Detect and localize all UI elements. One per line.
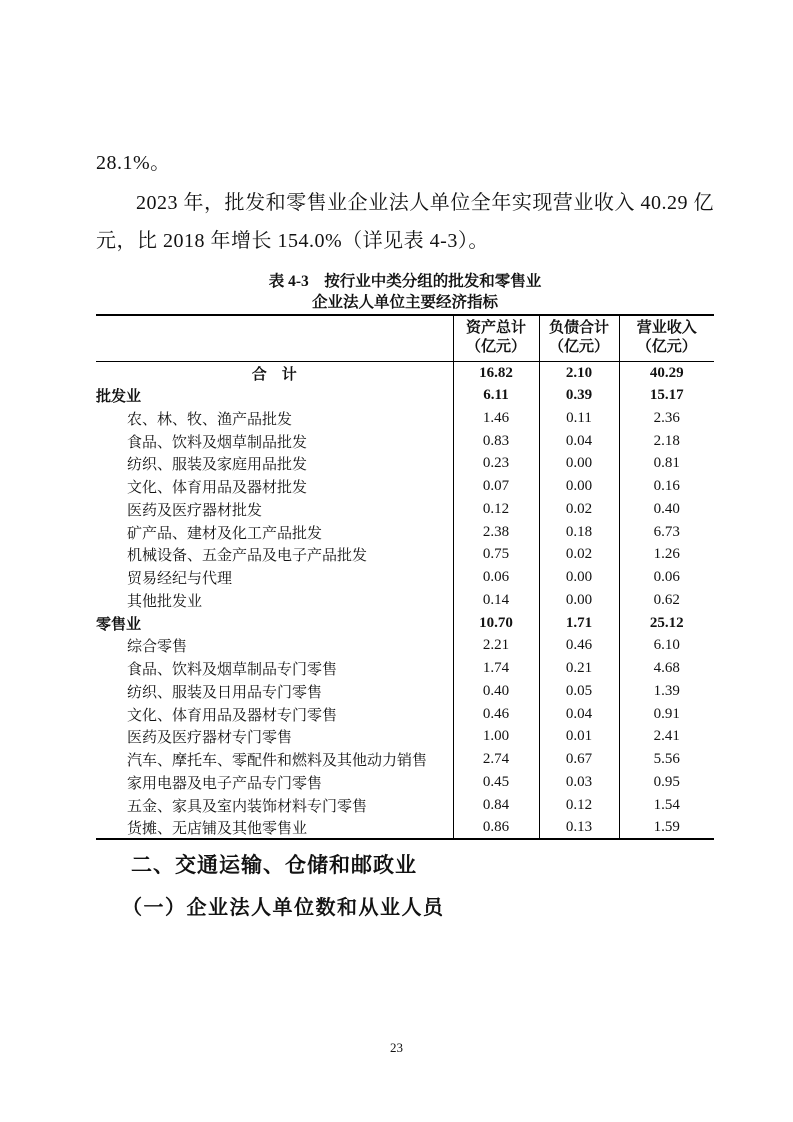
row-value: 0.00	[539, 589, 619, 612]
table-row	[96, 748, 714, 771]
row-value: 0.16	[619, 475, 714, 498]
table-body	[96, 362, 714, 840]
row-label: 医药及医疗器材批发	[127, 502, 263, 519]
row-value: 0.04	[539, 703, 619, 726]
table-row	[96, 566, 714, 589]
table-row	[96, 521, 714, 544]
row-value: 0.45	[453, 771, 539, 794]
row-label: 医药及医疗器材专门零售	[127, 730, 293, 747]
row-value: 0.46	[453, 703, 539, 726]
row-label: 贸易经纪与代理	[127, 571, 233, 588]
row-value: 2.74	[453, 748, 539, 771]
table-row	[96, 612, 714, 635]
table-header-row	[96, 315, 714, 362]
row-value: 1.54	[619, 794, 714, 817]
economic-indicators-table	[96, 314, 714, 840]
table-row	[96, 703, 714, 726]
row-value: 0.23	[453, 453, 539, 476]
row-value: 0.11	[539, 407, 619, 430]
column-header	[619, 315, 714, 362]
row-value: 0.00	[539, 453, 619, 476]
row-value: 4.68	[619, 657, 714, 680]
row-value: 2.38	[453, 521, 539, 544]
table-title-line1: 表 4-3 按行业中类分组的批发和零售业	[268, 273, 542, 290]
page-number: 23	[390, 1040, 403, 1055]
carryover-paragraph-text: 28.1%。	[96, 152, 171, 174]
row-value: 6.11	[453, 384, 539, 407]
row-value: 0.02	[539, 498, 619, 521]
row-value: 0.18	[539, 521, 619, 544]
column-header-unit: （亿元）	[636, 339, 697, 355]
row-value: 2.18	[619, 430, 714, 453]
row-value: 1.26	[619, 544, 714, 567]
subsection-heading: （一）企业法人单位数和从业人员	[122, 897, 445, 919]
row-value: 0.12	[453, 498, 539, 521]
row-label: 综合零售	[127, 639, 188, 656]
row-value: 0.39	[539, 384, 619, 407]
row-value: 0.46	[539, 635, 619, 658]
row-value: 1.39	[619, 680, 714, 703]
row-value: 0.06	[453, 566, 539, 589]
row-value: 1.59	[619, 817, 714, 840]
section-heading: 二、交通运输、仓储和邮政业	[131, 854, 417, 877]
column-header	[453, 315, 539, 362]
row-label: 汽车、摩托车、零配件和燃料及其他动力销售	[127, 753, 428, 770]
column-header	[539, 315, 619, 362]
row-value: 1.46	[453, 407, 539, 430]
table-row	[96, 817, 714, 840]
column-header-unit: （亿元）	[465, 339, 526, 355]
row-label: 合 计	[251, 366, 297, 383]
column-header-unit: （亿元）	[548, 339, 609, 355]
row-label: 零售业	[96, 616, 142, 633]
table-title-line2: 企业法人单位主要经济指标	[311, 294, 498, 311]
row-value: 0.83	[453, 430, 539, 453]
table-row	[96, 771, 714, 794]
row-value: 0.04	[539, 430, 619, 453]
row-value: 0.00	[539, 566, 619, 589]
row-value: 0.40	[619, 498, 714, 521]
row-value: 0.03	[539, 771, 619, 794]
row-label: 文化、体育用品及器材批发	[127, 480, 308, 497]
row-label: 货摊、无店铺及其他零售业	[127, 820, 308, 837]
row-value: 6.10	[619, 635, 714, 658]
row-value: 0.75	[453, 544, 539, 567]
row-value: 0.01	[539, 726, 619, 749]
row-value: 25.12	[619, 612, 714, 635]
row-value: 40.29	[619, 362, 714, 385]
row-value: 5.56	[619, 748, 714, 771]
row-value: 2.41	[619, 726, 714, 749]
table-row	[96, 726, 714, 749]
row-value: 0.95	[619, 771, 714, 794]
row-label: 五金、家具及室内装饰材料专门零售	[127, 798, 368, 815]
table-row	[96, 384, 714, 407]
row-label: 矿产品、建材及化工产品批发	[127, 525, 323, 542]
row-label: 机械设备、五金产品及电子产品批发	[127, 548, 368, 565]
row-label: 文化、体育用品及器材专门零售	[127, 707, 338, 724]
column-header-name: 营业收入	[636, 320, 697, 336]
row-value: 0.06	[619, 566, 714, 589]
row-label: 家用电器及电子产品专门零售	[127, 775, 323, 792]
row-value: 0.05	[539, 680, 619, 703]
row-value: 16.82	[453, 362, 539, 385]
row-value: 1.71	[539, 612, 619, 635]
row-value: 0.07	[453, 475, 539, 498]
table-row	[96, 362, 714, 385]
table-row	[96, 657, 714, 680]
table-row	[96, 498, 714, 521]
table-row	[96, 635, 714, 658]
row-value: 0.00	[539, 475, 619, 498]
table-row	[96, 794, 714, 817]
row-label: 纺织、服装及日用品专门零售	[127, 684, 323, 701]
row-value: 0.86	[453, 817, 539, 840]
row-value: 15.17	[619, 384, 714, 407]
row-value: 0.62	[619, 589, 714, 612]
row-value: 0.12	[539, 794, 619, 817]
row-value: 0.02	[539, 544, 619, 567]
table-row	[96, 430, 714, 453]
row-value: 0.91	[619, 703, 714, 726]
table-row	[96, 475, 714, 498]
row-value: 6.73	[619, 521, 714, 544]
column-header-name: 负债合计	[548, 320, 609, 336]
row-value: 1.00	[453, 726, 539, 749]
table-row	[96, 407, 714, 430]
intro-paragraph: 2023 年，批发和零售业企业法人单位全年实现营业收入 40.29 亿元，比 2018 年增长 154.0%（详见表 4-3）。	[96, 192, 714, 252]
row-value: 0.14	[453, 589, 539, 612]
row-label-column-header	[96, 315, 453, 362]
row-value: 2.10	[539, 362, 619, 385]
row-value: 0.67	[539, 748, 619, 771]
table-row	[96, 680, 714, 703]
row-label: 批发业	[96, 389, 142, 406]
row-label: 其他批发业	[127, 593, 203, 610]
column-header-name: 资产总计	[465, 320, 526, 336]
row-value: 0.21	[539, 657, 619, 680]
row-value: 0.40	[453, 680, 539, 703]
row-value: 1.74	[453, 657, 539, 680]
row-value: 0.81	[619, 453, 714, 476]
row-value: 0.84	[453, 794, 539, 817]
row-label: 食品、饮料及烟草制品批发	[127, 434, 308, 451]
row-label: 农、林、牧、渔产品批发	[127, 411, 293, 428]
row-label: 纺织、服装及家庭用品批发	[127, 457, 308, 474]
row-label: 食品、饮料及烟草制品专门零售	[127, 662, 338, 679]
row-value: 0.13	[539, 817, 619, 840]
row-value: 2.21	[453, 635, 539, 658]
table-row	[96, 453, 714, 476]
row-value: 2.36	[619, 407, 714, 430]
row-value: 10.70	[453, 612, 539, 635]
table-row	[96, 544, 714, 567]
table-row	[96, 589, 714, 612]
